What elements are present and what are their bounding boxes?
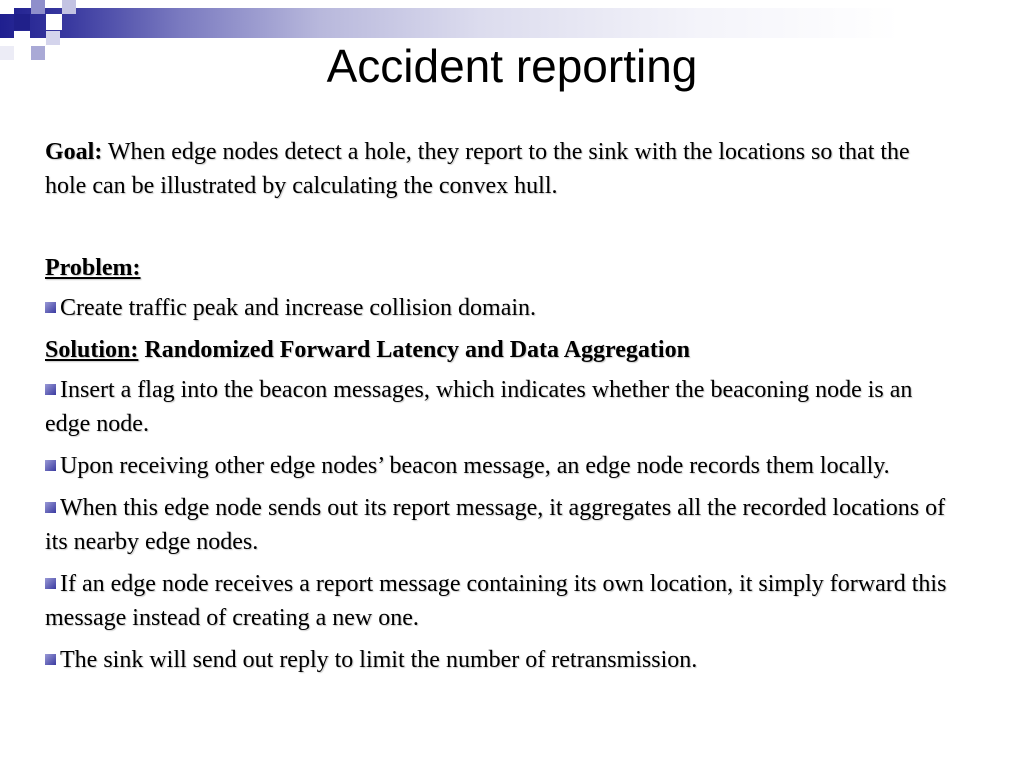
bullet-text: When this edge node sends out its report message, it aggregates all the recorded locations of its nearby edge nodes.: [45, 495, 946, 555]
goal-label: Goal:: [45, 139, 103, 165]
solution-bullet: [45, 567, 950, 635]
goal-paragraph: [45, 135, 950, 203]
slide-title: Accident reporting: [326, 40, 698, 92]
goal-text: When edge nodes detect a hole, they report to the sink with the locations so that the hole can be illustrated by calculating the convex hull.: [45, 139, 910, 199]
bullet-square-icon: [45, 384, 56, 395]
problem-bullet: [45, 291, 950, 325]
bullet-text: If an edge node receives a report message containing its own location, it simply forward this message instead of creating a new one.: [45, 571, 947, 631]
bullet-square-icon: [45, 502, 56, 513]
bullet-square-icon: [45, 302, 56, 313]
slide-body: [45, 135, 950, 685]
bullet-text: Upon receiving other edge nodes’ beacon message, an edge node records them locally.: [60, 453, 890, 479]
solution-bullet: [45, 491, 950, 559]
solution-bullet: [45, 373, 950, 441]
decor-square: [46, 14, 62, 30]
bullet-square-icon: [45, 578, 56, 589]
decor-square: [0, 0, 14, 14]
decor-square: [62, 0, 76, 14]
decor-square: [31, 0, 45, 14]
problem-label: Problem:: [45, 255, 141, 281]
header-band: [0, 8, 1024, 38]
solution-title: Randomized Forward Latency and Data Aggregation: [144, 337, 690, 363]
solution-label: Solution:: [45, 337, 139, 363]
bullet-text: Create traffic peak and increase collision domain.: [60, 295, 537, 321]
solution-bullet: [45, 449, 950, 483]
decor-square: [14, 14, 30, 30]
solution-bullet: [45, 643, 950, 677]
bullet-square-icon: [45, 654, 56, 665]
bullet-square-icon: [45, 460, 56, 471]
problem-heading: [45, 251, 950, 285]
bullet-text: The sink will send out reply to limit the number of retransmission.: [60, 647, 698, 673]
bullet-text: Insert a flag into the beacon messages, which indicates whether the beaconing node is an edge node.: [45, 377, 913, 437]
solution-heading: [45, 333, 950, 367]
